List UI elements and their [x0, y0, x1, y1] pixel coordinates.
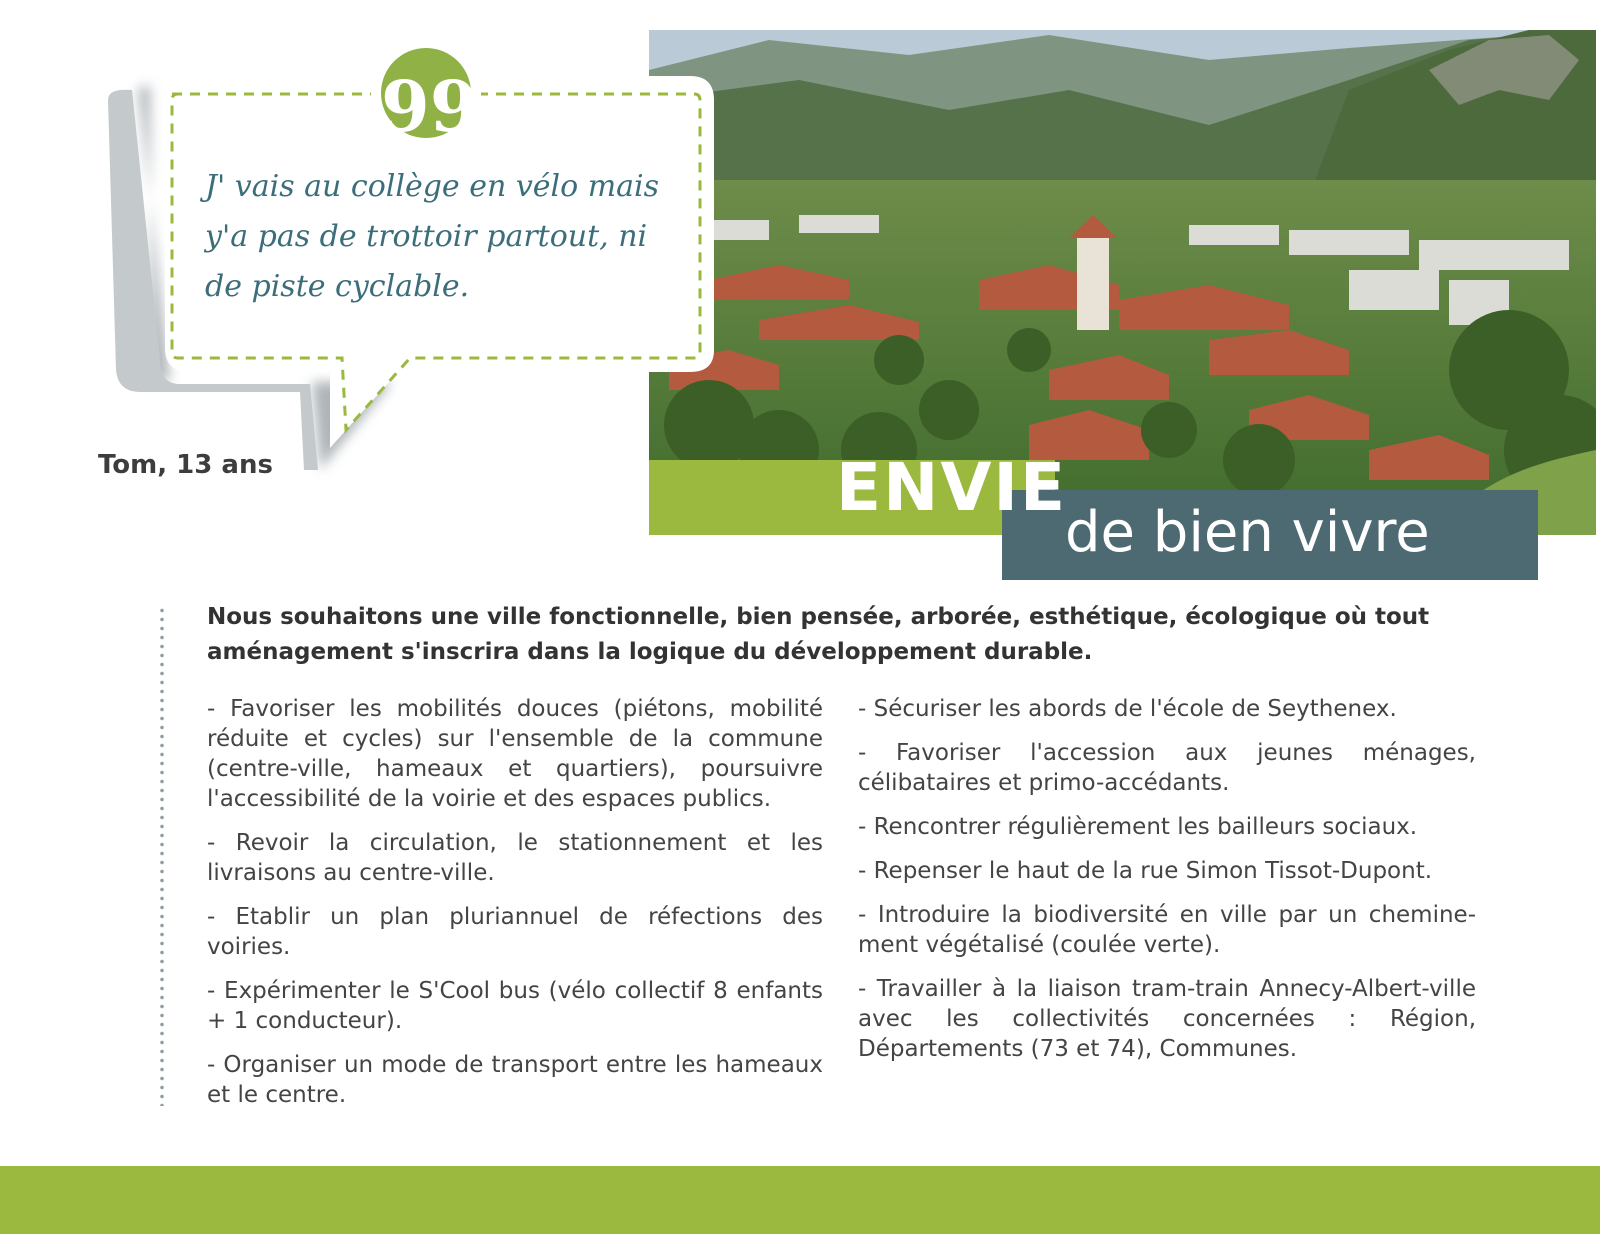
- list-item: - Expérimenter le S'Cool bus (vélo collectif 8 enfants + 1 conducteur).: [207, 978, 823, 1034]
- list-item: - Organiser un mode de transport entre les hameaux et le centre.: [207, 1052, 823, 1108]
- list-item: - Revoir la circulation, le stationnement et les livraisons au centre-ville.: [207, 830, 823, 886]
- list-item: - Travailler à la liaison tram-train Annecy-Albert-ville avec les collectivités concernées : Région, Départements (73 et 74), Communes.: [858, 976, 1476, 1062]
- list-item: - Etablir un plan pluriannuel de réfections des voiries.: [207, 904, 823, 960]
- quote-text: J' vais au collège en vélo mais y'a pas de trottoir partout, ni de piste cyclable.: [205, 169, 660, 304]
- left-column: [207, 694, 823, 1124]
- closing-quote-icon: 99: [381, 48, 471, 138]
- list-item: - Repenser le haut de la rue Simon Tissot-Dupont.: [858, 858, 1433, 884]
- list-item: - Sécuriser les abords de l'école de Seythenex.: [858, 696, 1397, 722]
- footer-band: [0, 1166, 1600, 1234]
- intro-statement: Nous souhaitons une ville fonctionnelle, bien pensée, arborée, esthétique, écologique où tout aménagement s'inscrira dans la logique du développement durable.: [207, 604, 1430, 665]
- dotted-divider: [160, 606, 164, 1106]
- list-item: - Favoriser l'accession aux jeunes ménages, célibataires et primo-accédants.: [858, 740, 1476, 796]
- title-light: de bien vivre: [1065, 500, 1430, 565]
- list-item: - Favoriser les mobilités douces (piétons, mobilité réduite et cycles) sur l'ensemble de la commune (centre-ville, hameaux et quartiers), poursuivre l'accessibilité de la voirie et des espaces publics.: [207, 696, 823, 812]
- title-strong: ENVIE: [836, 449, 1068, 526]
- quote-author: Tom, 13 ans: [98, 450, 273, 480]
- quote-badge: [371, 38, 481, 148]
- list-item: - Introduire la biodiversité en ville par un chemine-ment végétalisé (coulée verte).: [858, 902, 1476, 958]
- right-column: [858, 694, 1476, 1078]
- list-item: - Rencontrer régulièrement les bailleurs sociaux.: [858, 814, 1418, 840]
